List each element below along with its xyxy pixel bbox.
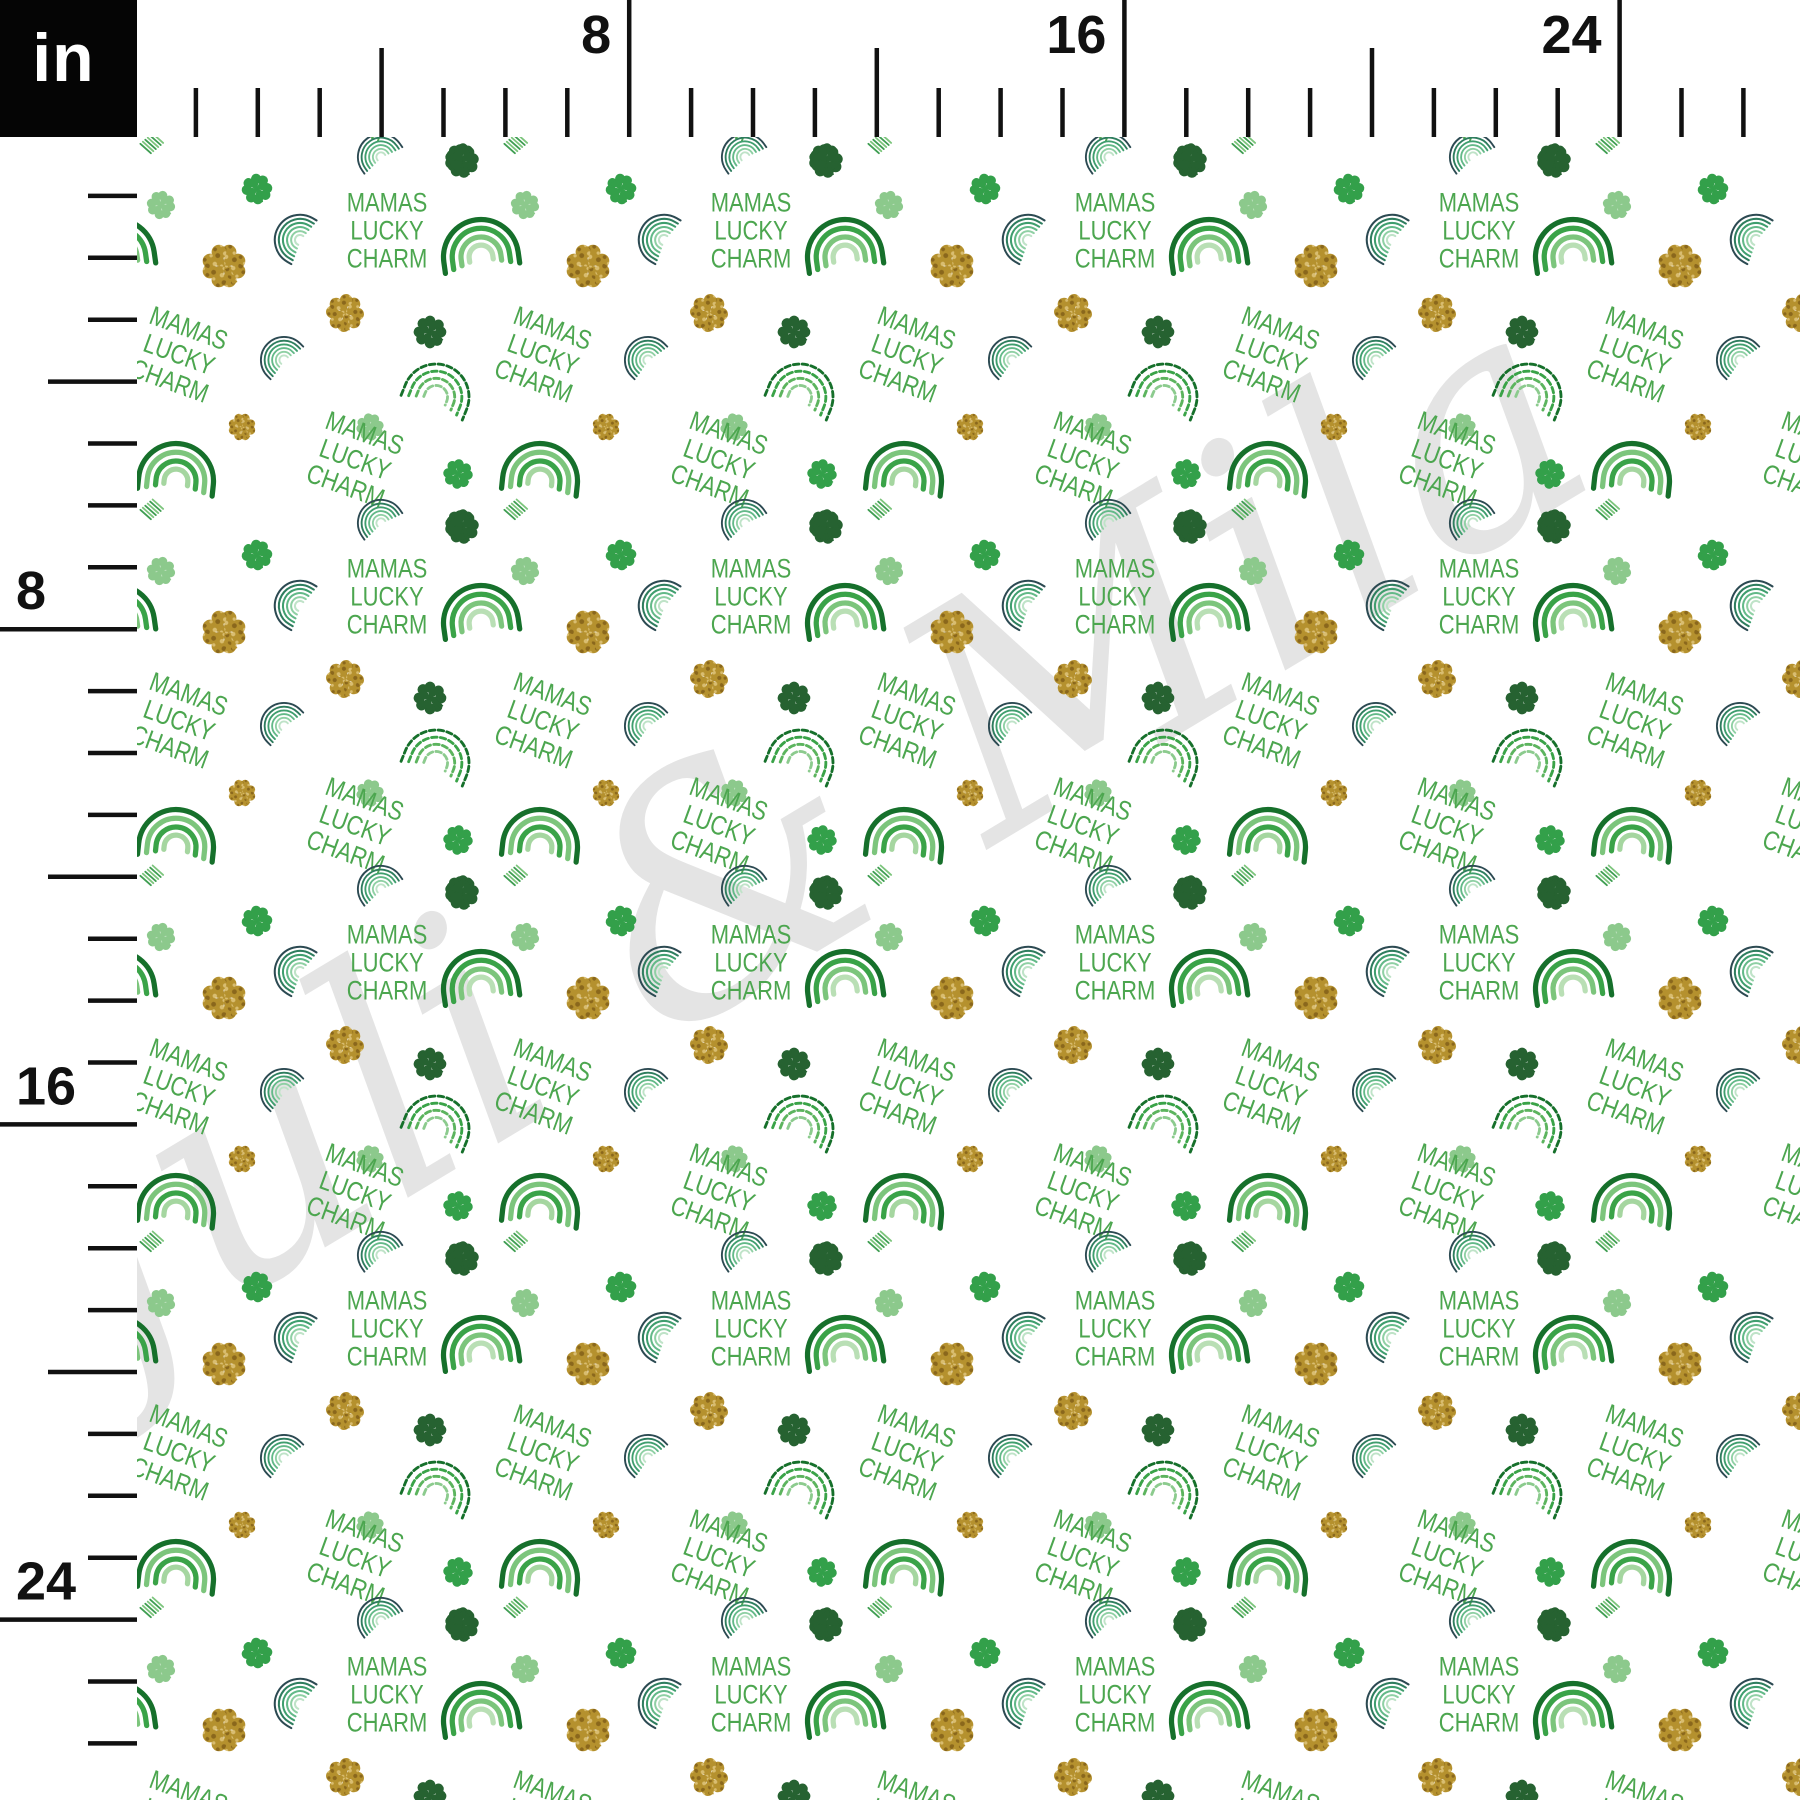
motif-text [1075, 189, 1156, 275]
motif-text [711, 921, 792, 1007]
motif-text [347, 555, 428, 641]
motif-text [711, 1653, 792, 1739]
ruler-top-band [0, 0, 1800, 137]
ruler-left-label-8: 8 [16, 561, 47, 622]
ruler-top-label-8: 8 [581, 5, 612, 65]
motif-text [1075, 921, 1156, 1007]
motif-text [1439, 1653, 1520, 1739]
motif-text [1439, 1287, 1520, 1373]
motif-text [1439, 189, 1520, 275]
motif-text [1075, 1653, 1156, 1739]
ruler-left-band [0, 0, 137, 1800]
fabric-pattern [136, 136, 1800, 1800]
ruler-left [0, 0, 137, 1800]
motif-text [1439, 921, 1520, 1007]
motif-text [711, 189, 792, 275]
unit-label: in [32, 19, 95, 96]
ruler-top [0, 0, 1800, 137]
ruler-top-label-16: 16 [1046, 5, 1107, 65]
ruler-top-label-24: 24 [1541, 5, 1602, 65]
motif-text [711, 1287, 792, 1373]
motif-text [1439, 555, 1520, 641]
motif-text [1075, 555, 1156, 641]
unit-box [0, 0, 137, 137]
motif-text [1075, 1287, 1156, 1373]
watermark-text: Juli Mila [136, 221, 1650, 1442]
motif-text [347, 1653, 428, 1739]
motif-text [347, 921, 428, 1007]
motif-text [347, 1287, 428, 1373]
ruler-left-label-24: 24 [16, 1551, 77, 1612]
ruler-left-label-16: 16 [16, 1056, 77, 1117]
motif-text [347, 189, 428, 275]
motif-text [711, 555, 792, 641]
